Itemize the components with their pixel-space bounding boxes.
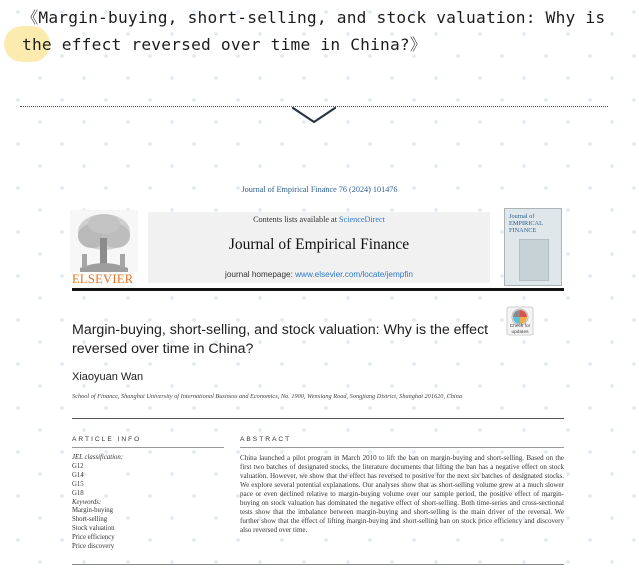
check-updates-label: Check for updates <box>509 324 531 335</box>
author-affiliation: School of Finance, Shanghai University of International Business and Economics, No. 1900, Wenxiang Road, Songjiang District, Shanghai 201620, China <box>72 393 462 400</box>
keyword: Margin-buying <box>72 507 114 515</box>
article-info <box>72 454 222 552</box>
jel-code: G12 <box>72 462 84 470</box>
keyword: Price efficiency <box>72 534 115 542</box>
paper-page <box>0 140 639 580</box>
journal-name: Journal of Empirical Finance <box>228 236 410 253</box>
abstract-heading: ABSTRACT <box>240 436 292 443</box>
post-title: 《Margin-buying, short-selling, and stock valuation: Why is the effect reversed over time in China?》 <box>22 8 606 54</box>
cover-image <box>519 239 549 281</box>
sciencedirect-link[interactable]: ScienceDirect <box>339 215 385 224</box>
article-title: Margin-buying, short-selling, and stock valuation: Why is the effect reversed over time in China? <box>72 322 489 357</box>
abstract-rule <box>240 447 564 448</box>
cover-title: Journal of EMPIRICAL FINANCE <box>509 213 543 234</box>
publisher-name: ELSEVIER <box>72 272 134 286</box>
section-rule <box>72 418 564 419</box>
bottom-rule <box>72 564 564 565</box>
header-rule <box>72 288 564 291</box>
jel-code: G14 <box>72 471 84 479</box>
homepage-prefix: journal homepage: <box>225 270 296 279</box>
keywords-label: Keywords: <box>72 498 102 506</box>
journal-reference: Journal of Empirical Finance 76 (2024) 101476 <box>241 185 398 194</box>
article-info-heading: ARTICLE INFO <box>72 436 142 443</box>
jel-code: G15 <box>72 480 84 488</box>
jel-code: G18 <box>72 489 84 497</box>
author-name: Xiaoyuan Wan <box>72 371 144 383</box>
keyword: Stock valuation <box>72 525 115 533</box>
contents-line <box>148 215 490 224</box>
jel-label: JEL classification: <box>72 454 124 461</box>
info-rule <box>72 447 224 448</box>
contents-prefix: Contents lists available at <box>253 215 340 224</box>
keyword: Short-selling <box>72 516 108 524</box>
abstract-text: China launched a pilot program in March 2010 to lift the ban on margin-buying and short-selling. Based on the first two batches of designated stocks, the literature documents that lifting the ban has a negative effect on stock valuation. However, we show that the effect has reversed to positive for the next six batches of designated stocks. We explore several potential explanations. Our analyses show that as short-selling volume grew at a much slower pace or even declined relative to margin-buying volume over our sample period, the positive effect of margin-buying on stock valuation has dominated the negative effect of short-selling. Both time-series and cross-sectional tests show that the imbalance between margin-buying and short-selling is the main driver of the reversal. We further show that the effect of lifting margin-buying and short-selling ban on stock price efficiency and discovery also reversed over time. <box>240 454 564 534</box>
keyword: Price discovery <box>72 543 115 551</box>
journal-homepage <box>148 270 490 279</box>
journal-cover <box>504 208 562 286</box>
journal-header-box <box>148 212 490 283</box>
homepage-link[interactable]: www.elsevier.com/locate/jempfin <box>295 270 413 279</box>
chevron-down-icon[interactable] <box>290 104 338 128</box>
